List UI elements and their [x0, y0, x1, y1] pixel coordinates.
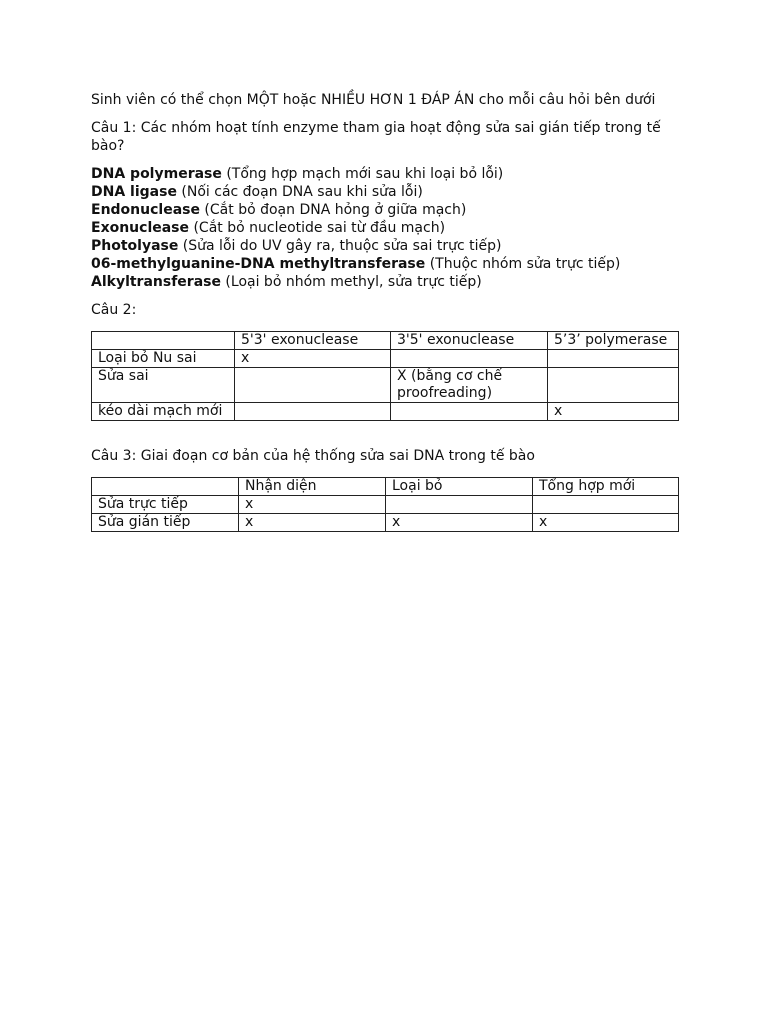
option-item: [91, 219, 677, 237]
table-cell: [548, 350, 679, 368]
row-label: kéo dài mạch mới: [92, 403, 235, 421]
question-2-table: [91, 331, 679, 421]
option-note: (Cắt bỏ nucleotide sai từ đầu mạch): [189, 220, 446, 236]
table-cell: x: [548, 403, 679, 421]
option-item: [91, 165, 677, 183]
table-cell: [235, 368, 391, 403]
table-header-cell: 5’3’ polymerase: [548, 332, 679, 350]
table-cell: x: [239, 496, 386, 514]
table-row: [92, 350, 679, 368]
document-page: [91, 91, 677, 532]
option-note: (Cắt bỏ đoạn DNA hỏng ở giữa mạch): [199, 202, 467, 218]
option-item: [91, 255, 677, 273]
table-row: [92, 514, 679, 532]
row-label: Loại bỏ Nu sai: [92, 350, 235, 368]
question-1-options: [91, 165, 677, 291]
intro-text: Sinh viên có thể chọn MỘT hoặc NHIỀU HƠN 1 ĐÁP ÁN cho mỗi câu hỏi bên dưới: [91, 92, 656, 108]
row-label: Sửa trực tiếp: [92, 496, 239, 514]
table-cell: [548, 368, 679, 403]
table-row: [92, 368, 679, 403]
table-row: [92, 496, 679, 514]
table-cell: [92, 478, 239, 496]
option-note: (Nối các đoạn DNA sau khi sửa lỗi): [176, 184, 423, 200]
option-item: [91, 273, 677, 291]
table-cell: X (bằng cơ chế proofreading): [391, 368, 548, 403]
table-header-cell: Loại bỏ: [386, 478, 533, 496]
table-header-cell: 5'3' exonuclease: [235, 332, 391, 350]
option-name: Photolyase: [91, 238, 179, 254]
option-note: (Sửa lỗi do UV gây ra, thuộc sửa sai trực tiếp): [178, 238, 502, 254]
row-label: Sửa sai: [92, 368, 235, 403]
option-name: Alkyltransferase: [91, 274, 221, 290]
table-cell: [386, 496, 533, 514]
table-cell: [391, 403, 548, 421]
option-item: [91, 201, 677, 219]
option-name: Endonuclease: [91, 202, 200, 218]
table-header-cell: Tổng hợp mới: [533, 478, 679, 496]
table-cell: x: [235, 350, 391, 368]
table-header-row: [92, 478, 679, 496]
option-name: Exonuclease: [91, 220, 190, 236]
option-name: DNA ligase: [91, 184, 177, 200]
question-3-table: [91, 477, 679, 532]
question-2: Câu 2:: [91, 302, 137, 318]
table-cell: x: [386, 514, 533, 532]
question-3: Câu 3: Giai đoạn cơ bản của hệ thống sửa sai DNA trong tế bào: [91, 448, 535, 464]
table-cell: [92, 332, 235, 350]
question-1: Câu 1: Các nhóm hoạt tính enzyme tham gia hoạt động sửa sai gián tiếp trong tế bào?: [91, 120, 661, 154]
table-cell: x: [533, 514, 679, 532]
table-cell: [533, 496, 679, 514]
table-header-cell: 3'5' exonuclease: [391, 332, 548, 350]
row-label: Sửa gián tiếp: [92, 514, 239, 532]
option-note: (Loại bỏ nhóm methyl, sửa trực tiếp): [220, 274, 482, 290]
table-row: [92, 403, 679, 421]
table-header-cell: Nhận diện: [239, 478, 386, 496]
option-note: (Thuộc nhóm sửa trực tiếp): [425, 256, 621, 272]
option-name: 06-methylguanine-DNA methyltransferase: [91, 256, 426, 272]
table-cell: [235, 403, 391, 421]
option-note: (Tổng hợp mạch mới sau khi loại bỏ lỗi): [221, 166, 504, 182]
option-item: [91, 237, 677, 255]
option-item: [91, 183, 677, 201]
table-header-row: [92, 332, 679, 350]
option-name: DNA polymerase: [91, 166, 222, 182]
table-cell: [391, 350, 548, 368]
table-cell: x: [239, 514, 386, 532]
